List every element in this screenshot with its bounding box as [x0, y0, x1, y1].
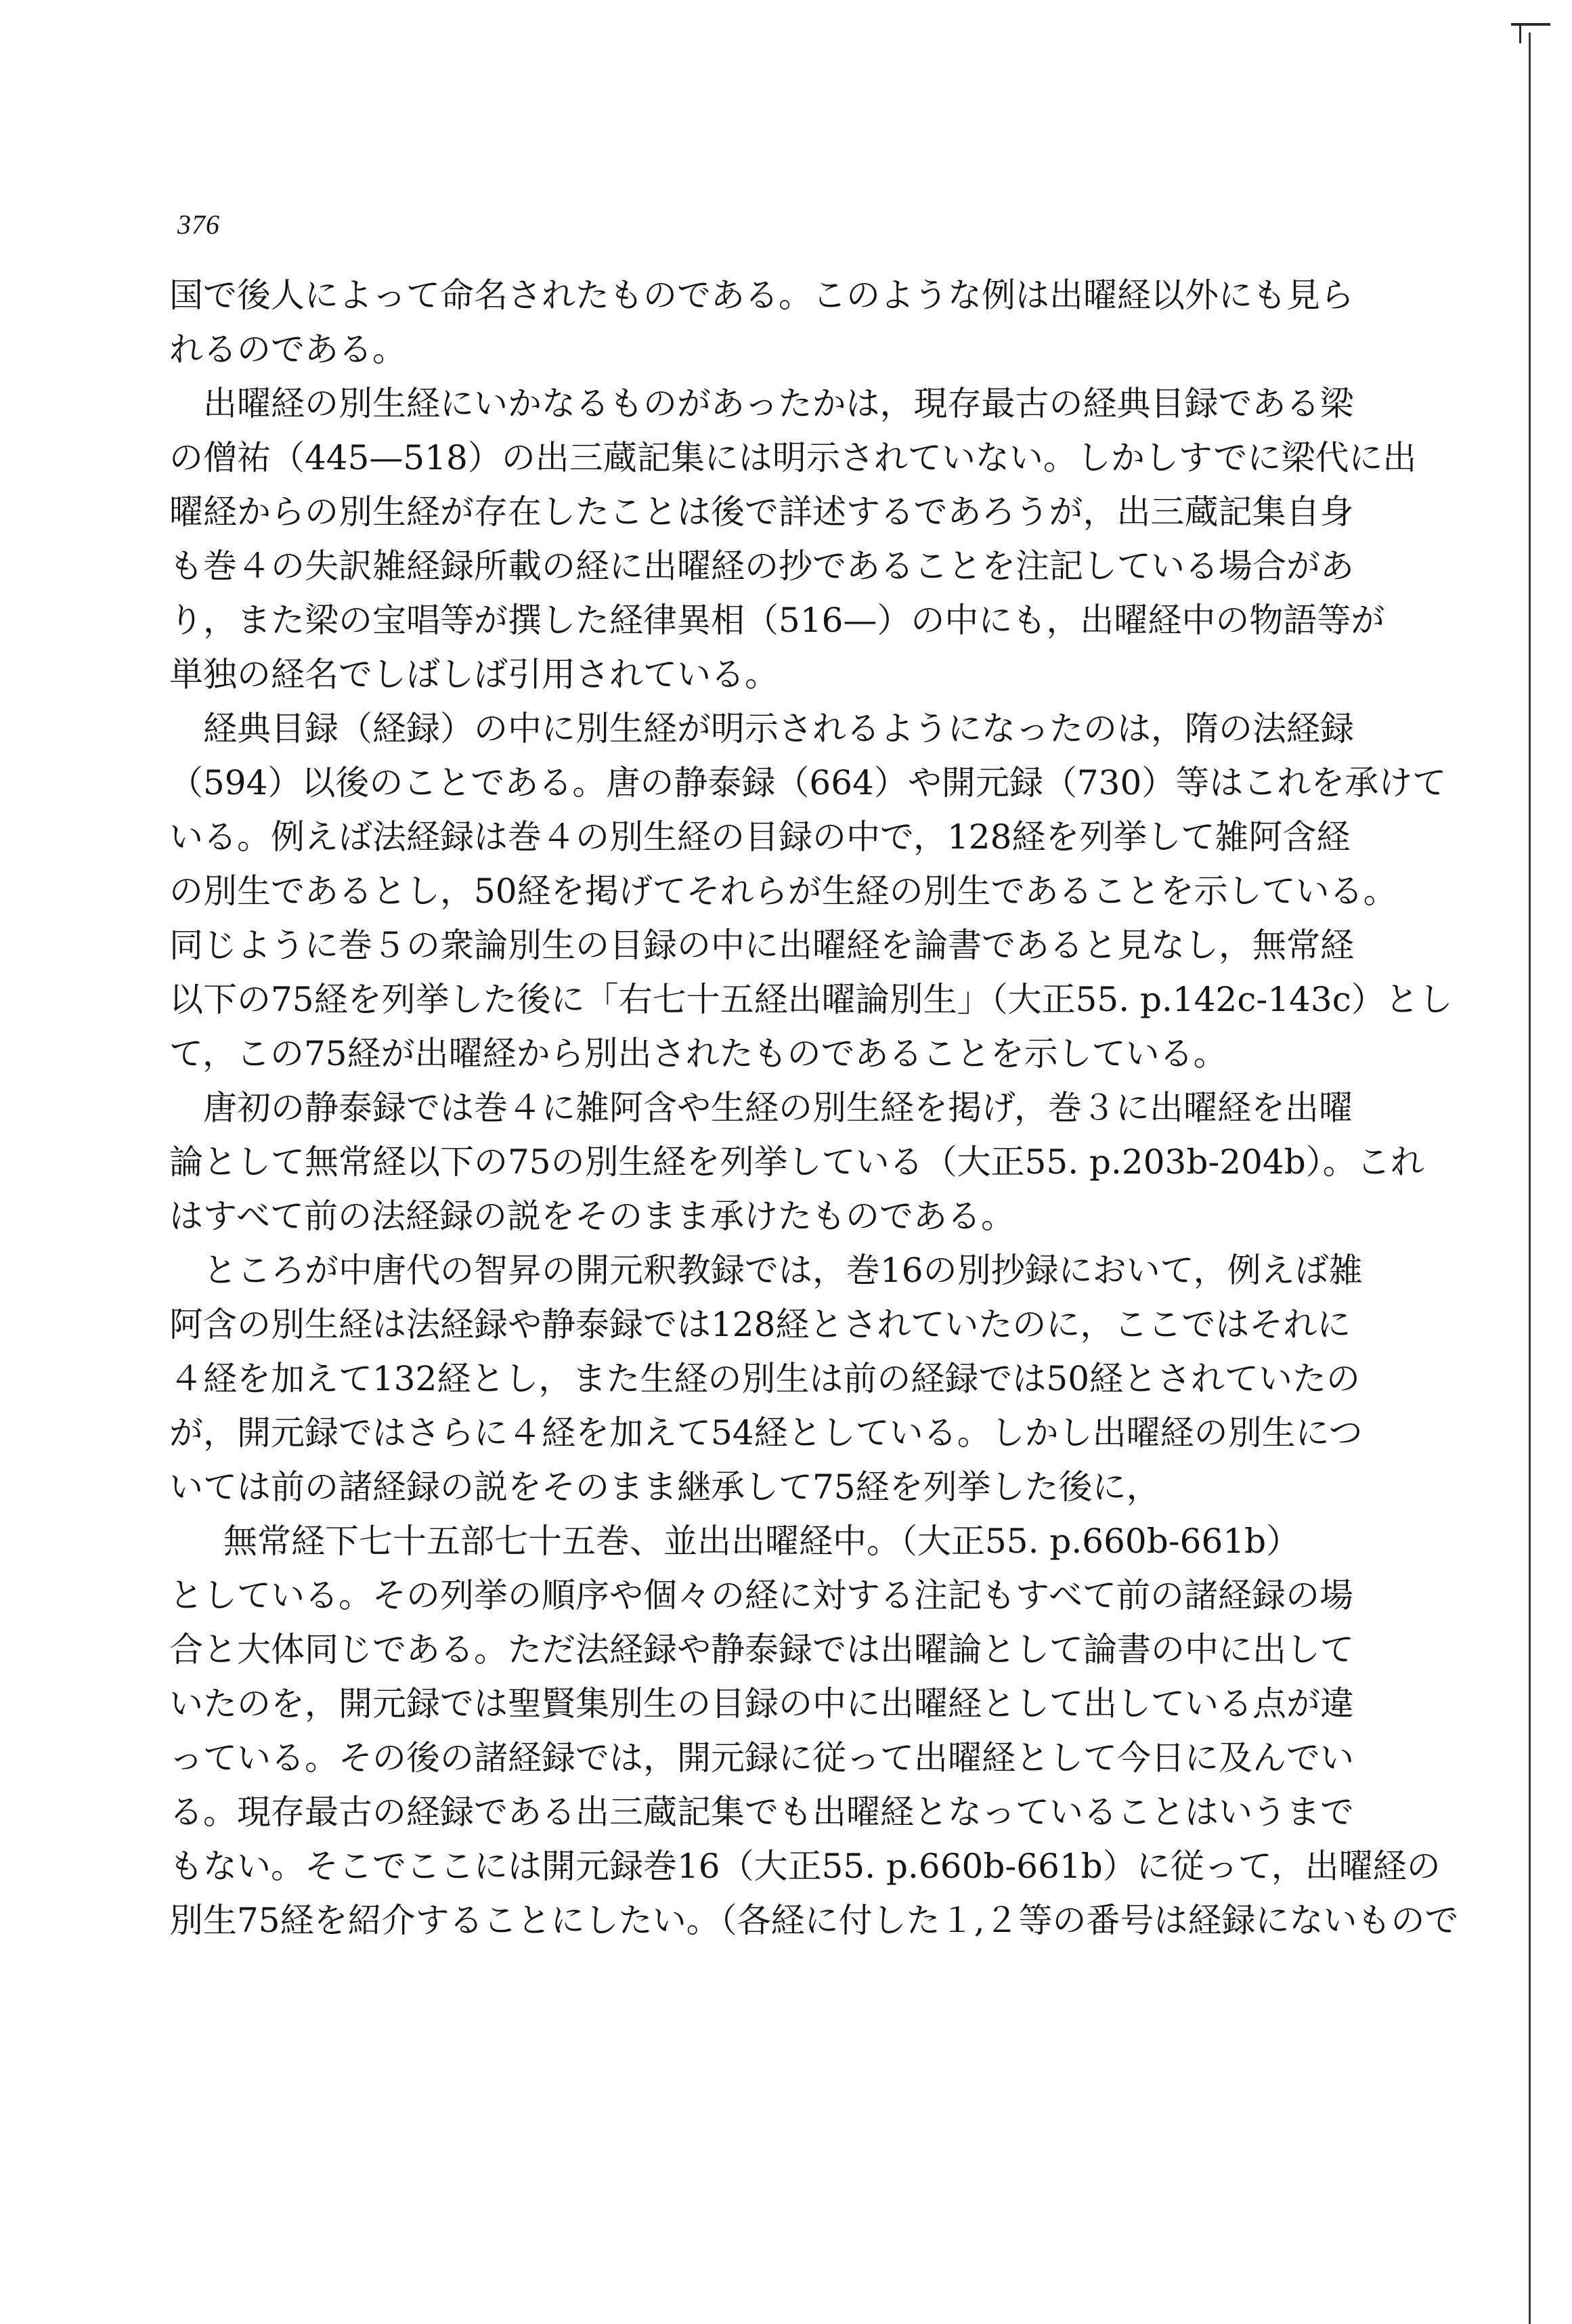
text-line: 阿含の別生経は法経録や静泰録では128経とされていたのに，ここではそれに — [169, 1305, 1351, 1344]
text-line: としている。その列挙の順序や個々の経に対する注記もすべて前の諸経録の場 — [169, 1576, 1353, 1615]
text-line: 経典目録（経録）の中に別生経が明示されるようになったのは，隋の法経録 — [169, 709, 1354, 748]
text-line: ところが中唐代の智昇の開元釈教録では，巻16の別抄録において，例えば雑 — [169, 1251, 1363, 1290]
text-line: 単独の経名でしばしば引用されている。 — [169, 655, 779, 694]
text-line: 別生75経を紹介することにしたい。（各経に付した１,２等の番号は経録にないもので — [169, 1901, 1459, 1940]
text-line: いる。例えば法経録は巻４の別生経の目録の中で，128経を列挙して雑阿含経 — [169, 817, 1351, 857]
text-line: も巻４の失訳雑経録所載の経に出曜経の抄であることを注記している場合があ — [169, 546, 1354, 586]
text-line: はすべて前の法経録の説をそのまま承けたものである。 — [169, 1197, 1015, 1236]
text-line: る。現存最古の経録である出三蔵記集でも出曜経となっていることはいうまで — [169, 1792, 1354, 1832]
binding-edge-line — [1529, 33, 1531, 2324]
text-line: 出曜経の別生経にいかなるものがあったかは，現存最古の経典目録である梁 — [169, 384, 1354, 423]
corner-crop-mark — [1511, 23, 1550, 26]
text-line: （594）以後のことである。唐の静泰録（664）や開元録（730）等はこれを承けて — [169, 763, 1447, 802]
text-line: り，また梁の宝唱等が撰した経律異相（516—）の中にも，出曜経中の物語等が — [169, 601, 1385, 640]
text-line: 曜経からの別生経が存在したことは後で詳述するであろうが，出三蔵記集自身 — [169, 492, 1354, 532]
text-line: いたのを，開元録では聖賢集別生の目録の中に出曜経として出している点が違 — [169, 1684, 1354, 1723]
text-line: 以下の75経を列挙した後に「右七十五経出曜論別生」（大正55. p.142c-143c）とし — [169, 980, 1453, 1019]
text-line: て，この75経が出曜経から別出されたものであることを示している。 — [169, 1034, 1227, 1073]
text-line: いては前の諸経録の説をそのまま継承して75経を列挙した後に， — [169, 1467, 1160, 1507]
body-text — [169, 268, 1459, 1948]
page-number: 376 — [177, 209, 220, 240]
text-line: 論として無常経以下の75の別生経を列挙している（大正55. p.203b-204b）。これ — [169, 1142, 1424, 1182]
text-line: 唐初の静泰録では巻４に雑阿含や生経の別生経を掲げ，巻３に出曜経を出曜 — [169, 1088, 1353, 1127]
text-line: れるのである。 — [169, 330, 406, 369]
text-line: の別生であるとし，50経を掲げてそれらが生経の別生であることを示している。 — [169, 872, 1397, 911]
text-line: ４経を加えて132経とし，また生経の別生は前の経録では50経とされていたの — [169, 1359, 1361, 1398]
text-line: が，開元録ではさらに４経を加えて54経としている。しかし出曜経の別生につ — [169, 1413, 1363, 1452]
text-line: 合と大体同じである。ただ法経録や静泰録では出曜論として論書の中に出して — [169, 1630, 1354, 1669]
quoted-citation: 無常経下七十五部七十五巻、並出出曜経中。（大正55. p.660b-661b） — [223, 1522, 1301, 1561]
text-line: 同じように巻５の衆論別生の目録の中に出曜経を論書であると見なし，無常経 — [169, 926, 1354, 965]
text-line: 国で後人によって命名されたものである。このような例は出曜経以外にも見ら — [169, 276, 1354, 315]
text-line: もない。そこでここには開元録巻16（大正55. p.660b-661b）に従って，出曜経の — [169, 1847, 1441, 1886]
text-line: っている。その後の諸経録では，開元録に従って出曜経として今日に及んでい — [169, 1738, 1354, 1778]
corner-crop-tick — [1519, 23, 1521, 43]
text-line: の僧祐（445—518）の出三蔵記集には明示されていない。しかしすでに梁代に出 — [169, 438, 1417, 477]
